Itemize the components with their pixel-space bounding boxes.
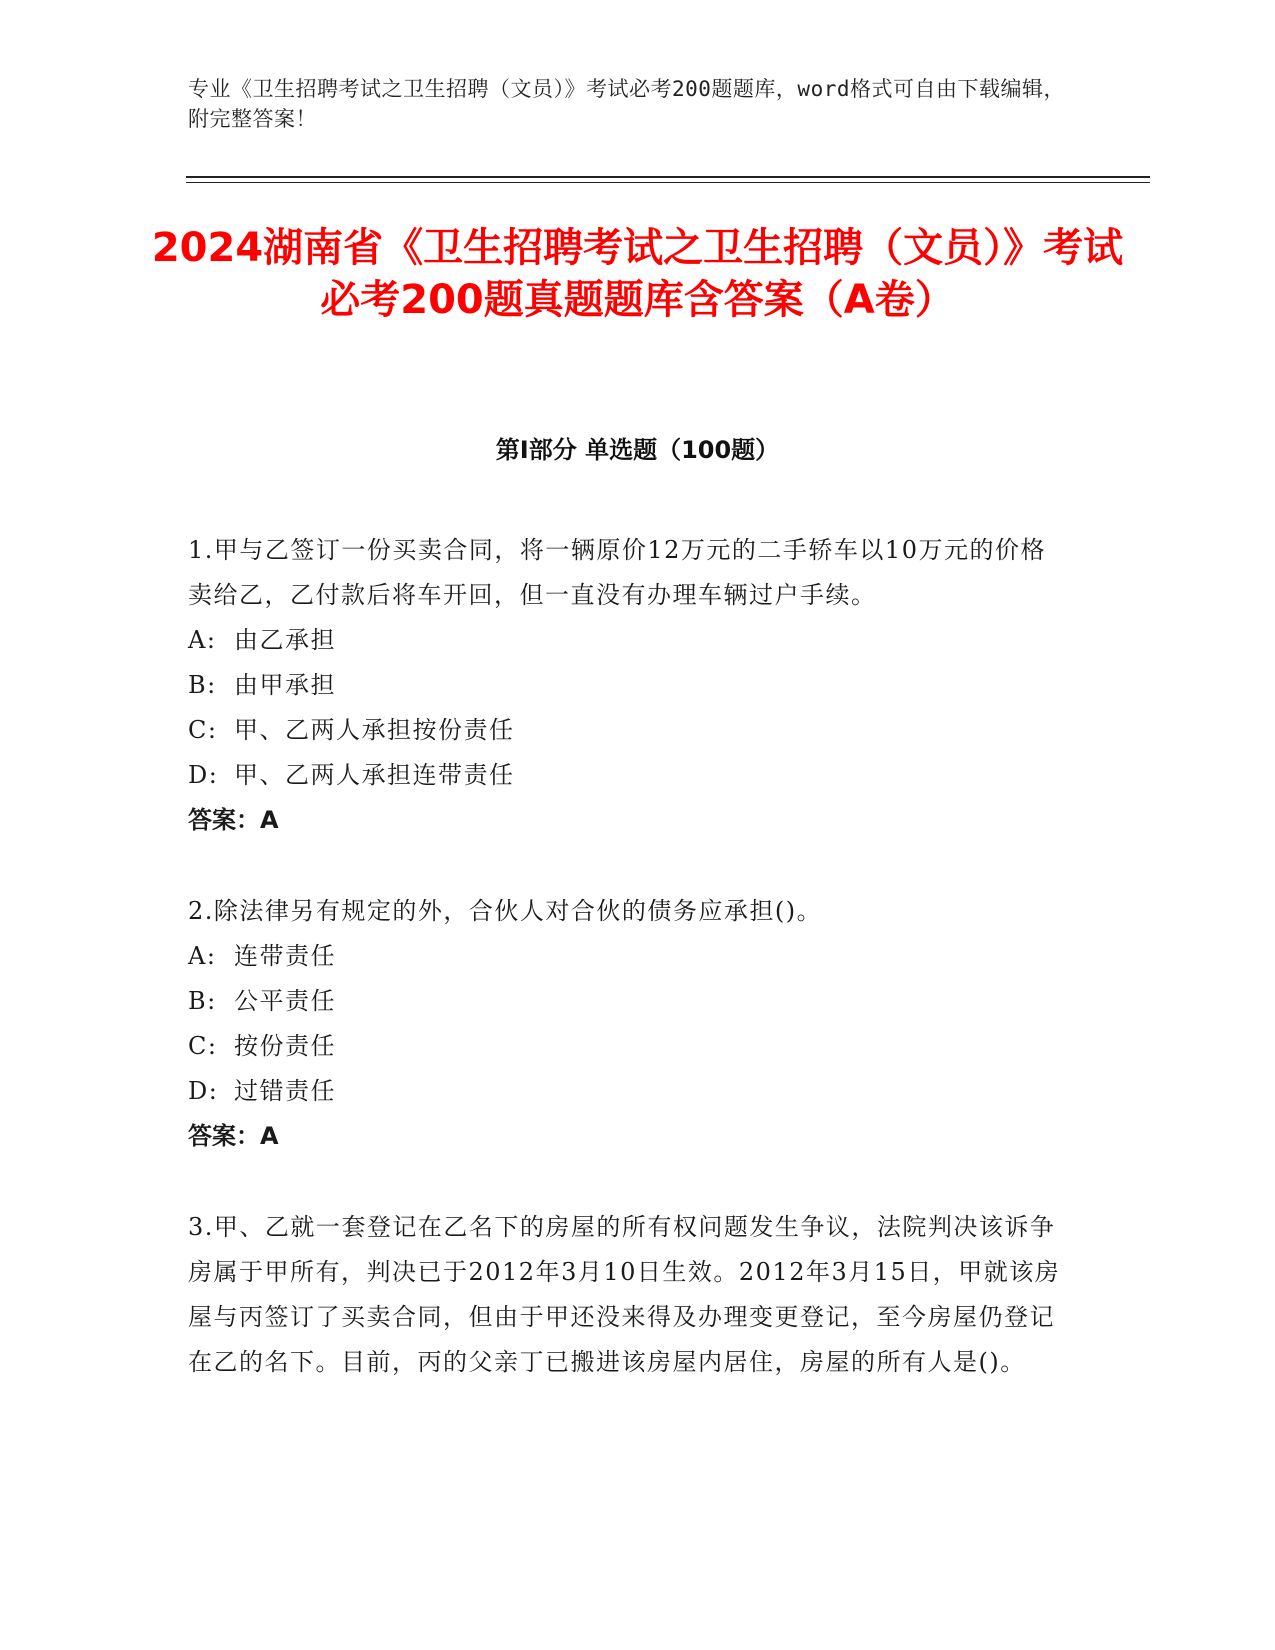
question-list: [188, 528, 1068, 1431]
answer-line: 答案：A: [188, 806, 279, 834]
option-d: [188, 1069, 1068, 1114]
option-letter: C:: [188, 1032, 218, 1060]
option-text: 连带责任: [234, 942, 336, 970]
option-text: 按份责任: [234, 1032, 336, 1060]
option-letter: C:: [188, 716, 218, 744]
answer-line: 答案：A: [188, 1122, 279, 1150]
option-letter: B:: [188, 987, 217, 1015]
option-a: [188, 934, 1068, 979]
question-1: [188, 528, 1068, 843]
option-letter: A:: [188, 626, 217, 654]
option-b: [188, 663, 1068, 708]
question-stem: 2.除法律另有规定的外，合伙人对合伙的债务应承担()。: [188, 897, 823, 925]
option-text: 由乙承担: [234, 626, 336, 654]
option-b: [188, 979, 1068, 1024]
option-letter: B:: [188, 671, 217, 699]
option-c: [188, 708, 1068, 753]
question-stem: 1.甲与乙签订一份买卖合同，将一辆原价12万元的二手轿车以10万元的价格卖给乙，乙付款后将车开回，但一直没有办理车辆过户手续。: [188, 536, 1046, 609]
header-note: 专业《卫生招聘考试之卫生招聘（文员）》考试必考200题题库，word格式可自由下载编辑，附完整答案！: [188, 77, 1065, 131]
option-text: 由甲承担: [234, 671, 336, 699]
option-text: 公平责任: [234, 987, 336, 1015]
option-text: 甲、乙两人承担连带责任: [234, 761, 515, 789]
option-text: 过错责任: [234, 1077, 336, 1105]
document-title: 2024湖南省《卫生招聘考试之卫生招聘（文员）》考试必考200题真题题库含答案（A卷）: [151, 225, 1124, 323]
header-divider-thin: [186, 182, 1150, 183]
question-3: [188, 1205, 1068, 1385]
option-a: [188, 618, 1068, 663]
option-d: [188, 753, 1068, 798]
option-letter: D:: [188, 1077, 219, 1105]
header-divider: [186, 176, 1150, 178]
option-letter: A:: [188, 942, 217, 970]
option-text: 甲、乙两人承担按份责任: [234, 716, 515, 744]
option-c: [188, 1024, 1068, 1069]
question-2: [188, 889, 1068, 1159]
section-heading: 第I部分 单选题（100题）: [495, 436, 780, 464]
option-letter: D:: [188, 761, 219, 789]
question-stem: 3.甲、乙就一套登记在乙名下的房屋的所有权问题发生争议，法院判决该诉争房属于甲所有，判决已于2012年3月10日生效。2012年3月15日，甲就该房屋与丙签订了买卖合同，但由于甲还没来得及办理变更登记，至今房屋仍登记在乙的名下。目前，丙的父亲丁已搬进该房屋内居住，房屋的所有人是()。: [188, 1213, 1061, 1376]
